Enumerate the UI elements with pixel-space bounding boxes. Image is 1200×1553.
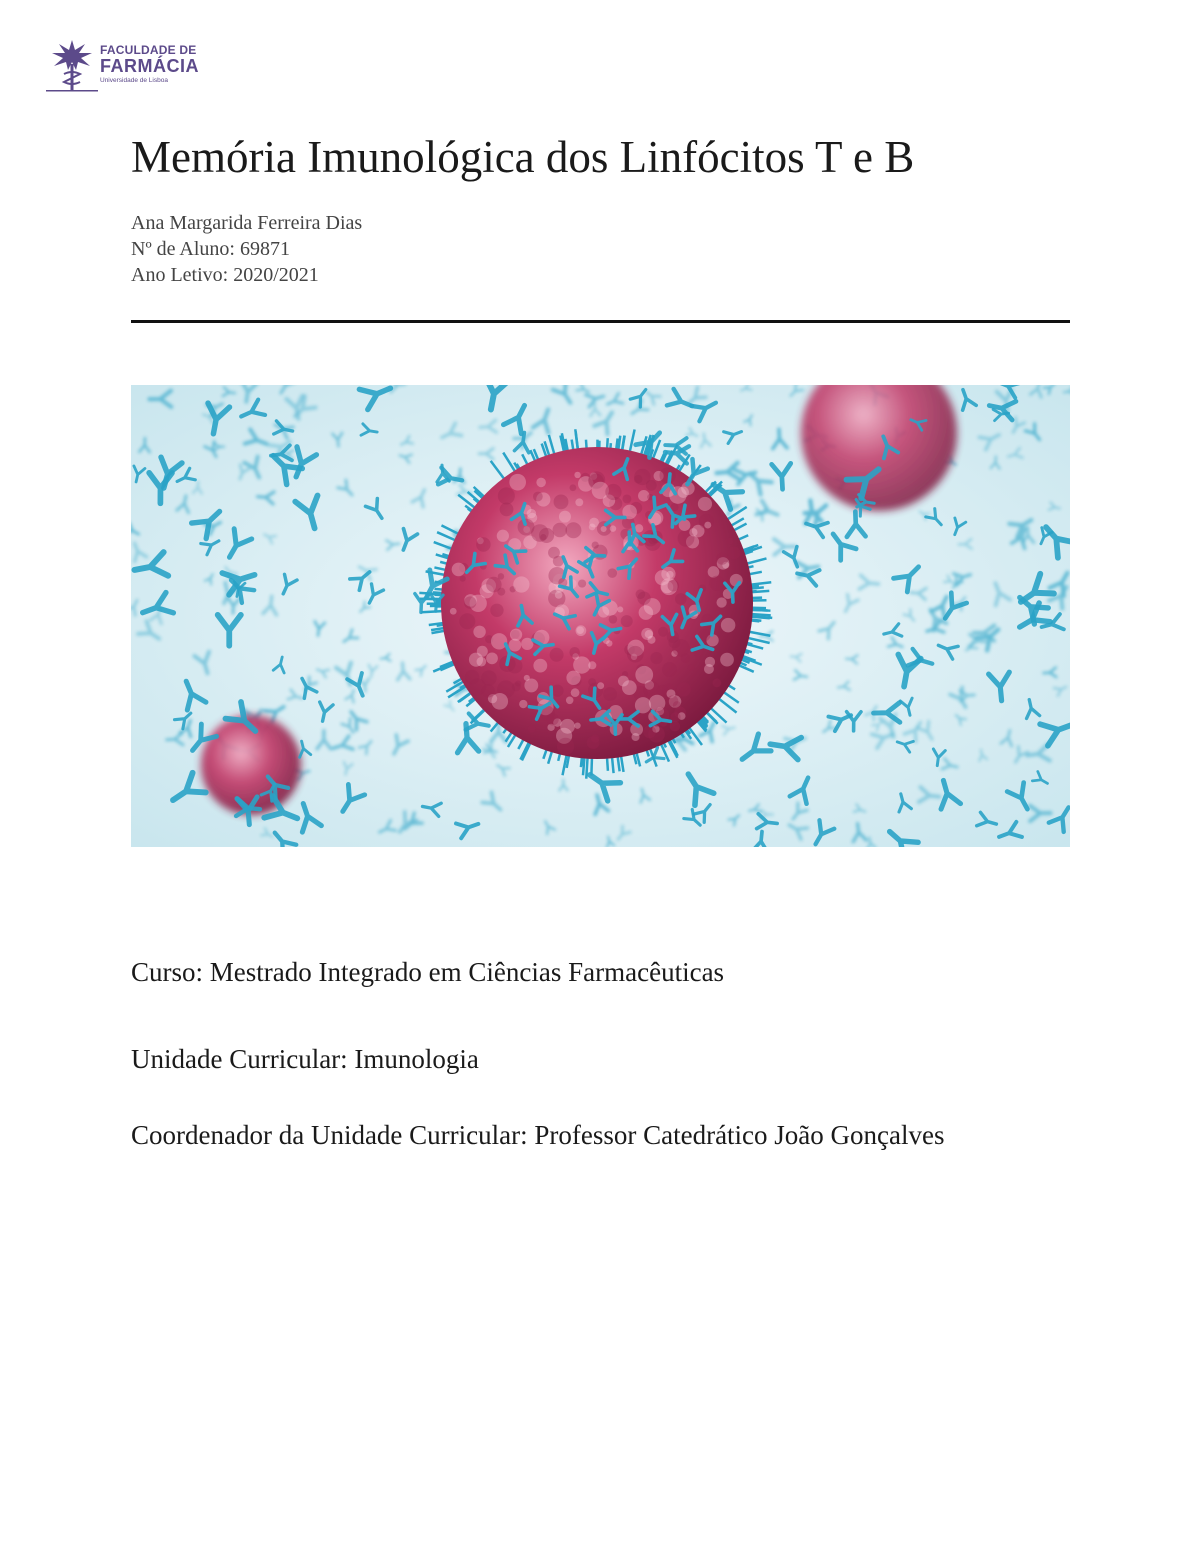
academic-year: Ano Letivo: 2020/2021 (131, 264, 319, 286)
faculty-logo (46, 36, 199, 94)
coordinator-line: Coordenador da Unidade Curricular: Professor Catedrático João Gonçalves (131, 1120, 945, 1150)
student-number: Nº de Aluno: 69871 (131, 238, 290, 260)
logo-line-faculty: FACULDADE DE (100, 43, 197, 57)
pharmacy-tree-icon (46, 36, 98, 94)
logo-line-university: Universidade de Lisboa (100, 77, 168, 84)
course-line: Curso: Mestrado Integrado em Ciências Farmacêuticas (131, 957, 725, 987)
curricular-unit-line: Unidade Curricular: Imunologia (131, 1044, 479, 1074)
author-name: Ana Margarida Ferreira Dias (131, 212, 363, 234)
cover-image (131, 385, 1070, 847)
lymphocyte-illustration (131, 385, 1070, 847)
horizontal-divider (131, 320, 1070, 323)
document-title: Memória Imunológica dos Linfócitos T e B (131, 132, 915, 182)
logo-line-pharmacy: FARMÁCIA (100, 56, 199, 76)
author-block (131, 210, 362, 288)
